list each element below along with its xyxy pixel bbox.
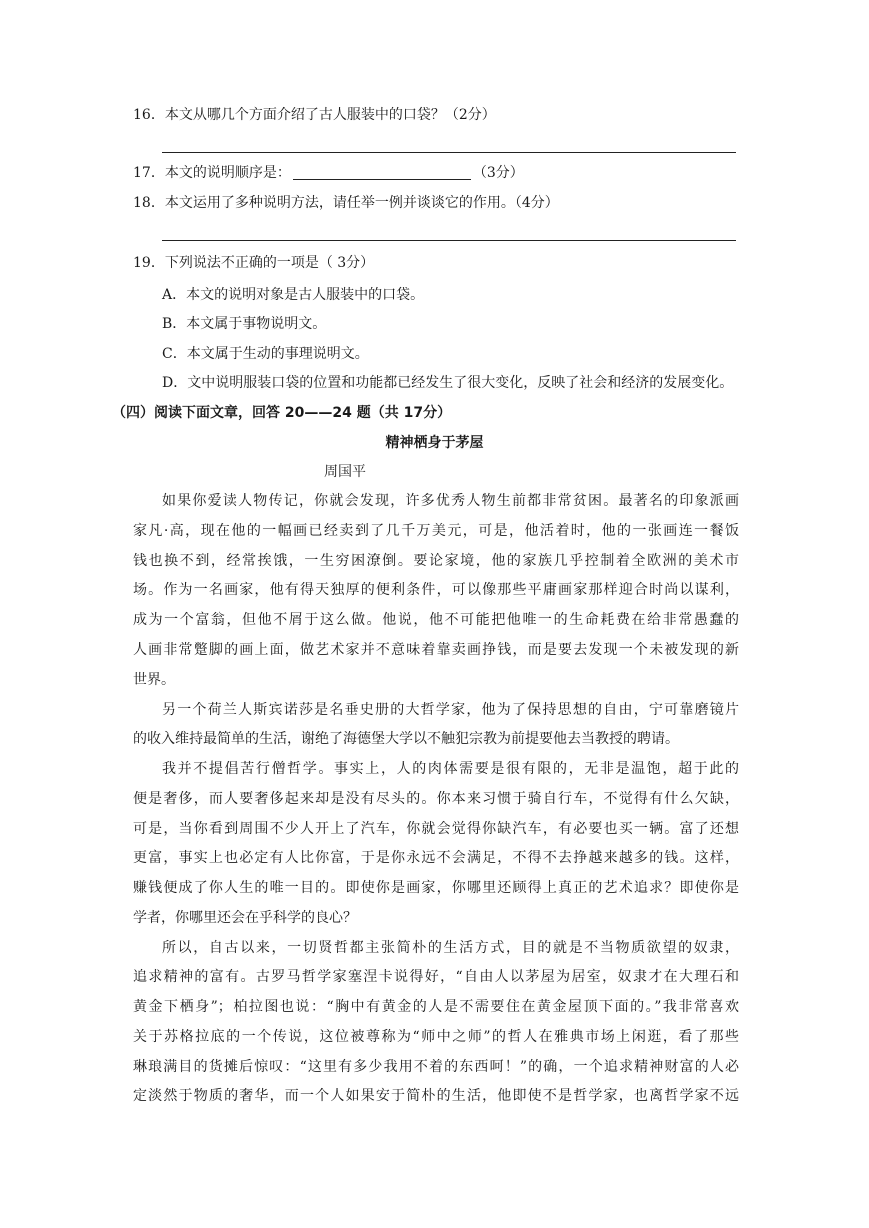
option-b: B．本文属于事物说明文。 [162,316,327,332]
answer-blank-17 [293,165,471,180]
question-18: 18．本文运用了多种说明方法，请任举一例并谈谈它的作用。（4分） [133,195,559,211]
article-line: 关于苏格拉底的一个传说，这位被尊称为“师中之师”的哲人在雅典市场上闲逛，看了那些 [133,1029,739,1045]
option-d: D．文中说明服装口袋的位置和功能都已经发生了很大变化，反映了社会和经济的发展变化。 [162,375,734,391]
article-line: 定淡然于物质的奢华，而一个人如果安于简朴的生活，他即使不是哲学家，也离哲学家不远 [133,1088,739,1104]
article-line: 可是，当你看到周围不少人开上了汽车，你就会觉得你缺汽车，有必要也买一辆。富了还想 [133,821,739,837]
question-17-suffix: （3分） [472,165,524,181]
article-line: 我并不提倡苦行僧哲学。事实上，人的肉体需要是很有限的，无非是温饱，超于此的 [162,761,739,777]
article-line: 家凡·高，现在他的一幅画已经卖到了几千万美元，可是，他活着时，他的一张画连一餐饭 [133,523,739,539]
article-line: 追求精神的富有。古罗马哲学家塞涅卡说得好，“自由人以茅屋为居室，奴隶才在大理石和 [133,969,739,985]
article-line: 如果你爱读人物传记，你就会发现，许多优秀人物生前都非常贫困。最著名的印象派画 [162,493,739,509]
article-line: 所以，自古以来，一切贤哲都主张简朴的生活方式，目的就是不当物质欲望的奴隶， [162,940,739,956]
article-line: 琳琅满目的货摊后惊叹：“这里有多少我用不着的东西呵！”的确，一个追求精神财富的人必 [133,1059,739,1075]
article-line: 世界。 [133,672,175,688]
option-c: C．本文属于生动的事理说明文。 [162,346,369,362]
article-author: 周国平 [324,464,366,480]
question-17 [133,163,524,183]
question-17-prefix: 17．本文的说明顺序是： [133,165,291,181]
answer-line-18 [162,240,736,241]
question-16: 16．本文从哪几个方面介绍了古人服装中的口袋？（2分） [133,107,496,123]
answer-line-16 [162,152,736,153]
article-line: 场。作为一名画家，他有得天独厚的便利条件，可以像那些平庸画家那样迎合时尚以谋利， [133,582,739,598]
article-line: 的收入维持最简单的生活，谢绝了海德堡大学以不触犯宗教为前提要他去当教授的聘请。 [133,731,679,747]
article-line: 赚钱便成了你人生的唯一目的。即使你是画家，你哪里还顾得上真正的艺术追求？即使你是 [133,880,739,896]
article-line: 人画非常蹩脚的画上面，做艺术家并不意味着靠卖画挣钱，而是要去发现一个未被发现的新 [133,642,739,658]
question-19: 19．下列说法不正确的一项是（ 3分） [133,255,375,271]
article-line: 便是奢侈，而人要奢侈起来却是没有尽头的。你本来习惯于骑自行车，不觉得有什么欠缺， [133,791,739,807]
article-line: 学者，你哪里还会在乎科学的良心？ [133,910,357,926]
article-title: 精神栖身于茅屋 [385,435,484,451]
article-line: 另一个荷兰人斯宾诺莎是名垂史册的大哲学家，他为了保持思想的自由，宁可靠磨镜片 [162,702,739,718]
option-a: A．本文的说明对象是古人服装中的口袋。 [162,287,425,303]
article-line: 钱也换不到，经常挨饿，一生穷困潦倒。要论家境，他的家族几乎控制着全欧洲的美术市 [133,553,739,569]
article-line: 黄金下栖身”；柏拉图也说：“胸中有黄金的人是不需要住在黄金屋顶下面的。”我非常喜欢 [133,999,739,1015]
section-heading: （四）阅读下面文章，回答 20——24 题（共 17分） [112,405,452,421]
article-line: 更富，事实上也必定有人比你富，于是你永远不会满足，不得不去挣越来越多的钱。这样， [133,850,739,866]
article-line: 成为一个富翁，但他不屑于这么做。他说，他不可能把他唯一的生命耗费在给非常愚蠢的 [133,612,739,628]
